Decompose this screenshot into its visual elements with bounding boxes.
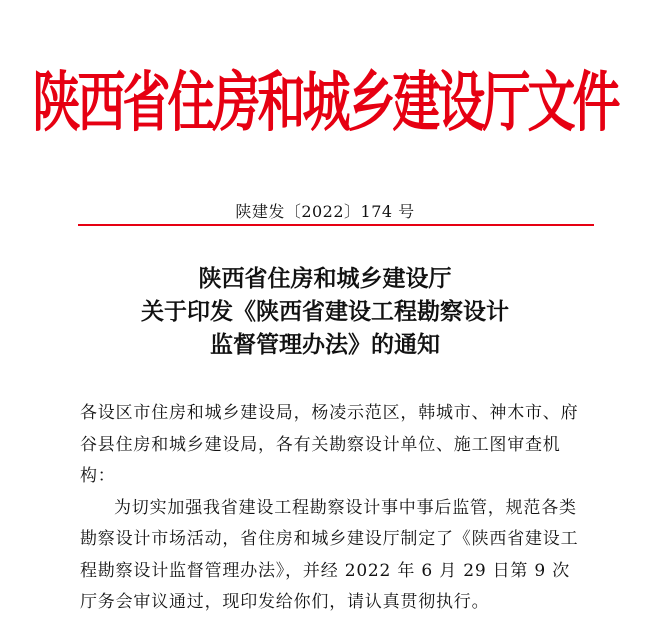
notice-title-line-2: 关于印发《陕西省建设工程勘察设计 xyxy=(141,298,509,325)
notice-title-line-1: 陕西省住房和城乡建设厅 xyxy=(198,265,452,292)
body-paragraph-1: 为切实加强我省建设工程勘察设计事中事后监管，规范各类勘察设计市场活动，省住房和城乡建设厅制定了《陕西省建设工程勘察设计监督管理办法》，并经 2022 年 6 月 29 日第 9 次厅务会审议通过，现印发给你们，请认真贯彻执行。 xyxy=(80,497,579,612)
notice-title xyxy=(0,262,650,361)
notice-title-line-3: 监督管理办法》的通知 xyxy=(210,331,440,358)
document-number: 陕建发〔2022〕174 号 xyxy=(235,202,415,221)
document-body xyxy=(80,398,580,619)
issuer-header-title: 陕西省住房和城乡建设厅文件 xyxy=(32,64,618,141)
addressee-paragraph: 各设区市住房和城乡建设局，杨凌示范区，韩城市、神木市、府谷县住房和城乡建设局，各有关勘察设计单位、施工图审查机构： xyxy=(80,403,579,486)
red-divider-line xyxy=(78,224,594,226)
